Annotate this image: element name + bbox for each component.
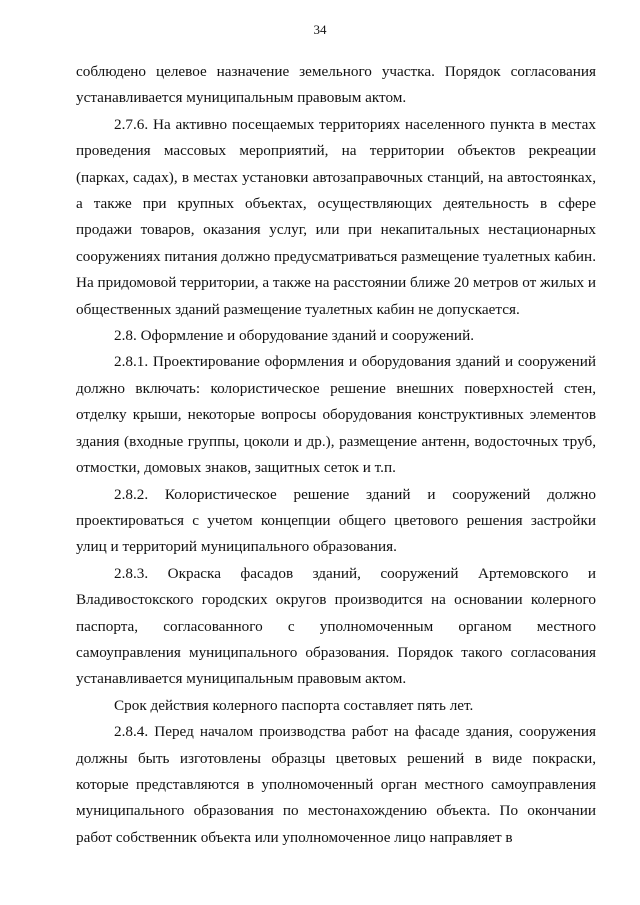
- paragraph-continuation: соблюдено целевое назначение земельного участка. Порядок согласования устанавливается муниципальным правовым актом.: [76, 63, 596, 107]
- paragraph-2-8-3: 2.8.3. Окраска фасадов зданий, сооружений Артемовского и Владивостокского городских округов производится на основании колерного паспорта, согласованного с уполномоченным органом местного самоуправления муниципального образования. Порядок такого согласования устанавливается муниципальным правовым актом.: [76, 564, 596, 688]
- paragraph-2-7-6: 2.7.6. На активно посещаемых территориях населенного пункта в местах проведения массовых мероприятий, на территории объектов рекреации (парках, садах), в местах установки автозаправочных станций, на автостоянках, а также при крупных объектах, осуществляющих деятельность в сфере продажи товаров, оказания услуг, или при некапитальных нестационарных сооружениях питания должно предусматриваться размещение туалетных кабин. На придомовой территории, а также на расстоянии ближе 20 метров от жилых и общественных зданий размещение туалетных кабин не допускается.: [76, 115, 596, 318]
- section-heading-2-8: 2.8. Оформление и оборудование зданий и сооружений.: [114, 327, 474, 345]
- paragraph-2-8-2: 2.8.2. Колористическое решение зданий и сооружений должно проектироваться с учетом концепции общего цветового решения застройки улиц и территорий муниципального образования.: [76, 485, 596, 556]
- document-body: [76, 59, 596, 851]
- paragraph-passport-validity: Срок действия колерного паспорта составляет пять лет.: [114, 696, 474, 714]
- page-number: 34: [313, 22, 327, 37]
- paragraph-2-8-4: 2.8.4. Перед началом производства работ на фасаде здания, сооружения должны быть изготовлены образцы цветовых решений в виде покраски, которые представляются в уполномоченный орган местного самоуправления муниципального образования по местонахождению объекта. По окончании работ собственник объекта или уполномоченное лицо направляет в: [76, 723, 596, 846]
- paragraph-2-8-1: 2.8.1. Проектирование оформления и оборудования зданий и сооружений должно включать: колористическое решение внешних поверхностей стен, отделку крыши, некоторые вопросы оборудования конструктивных элементов здания (входные группы, цоколи и др.), размещение антенн, водосточных труб, отмостки, домовых знаков, защитных сеток и т.п.: [76, 353, 596, 477]
